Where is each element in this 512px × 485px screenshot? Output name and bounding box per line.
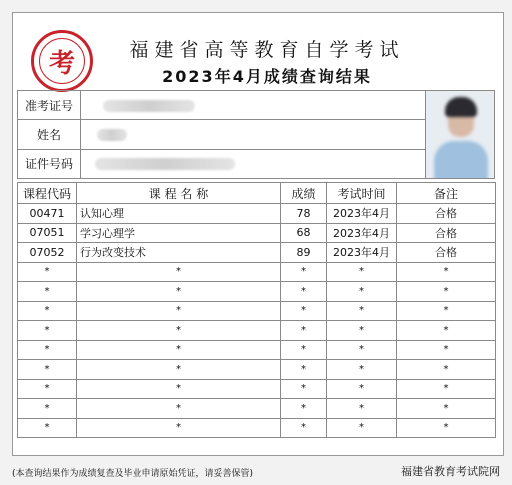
id-label: 证件号码 [18,149,81,178]
exam-time-cell: * [327,360,397,380]
exam-time-cell: * [327,379,397,399]
remark-cell: 合格 [397,223,496,243]
score-cell: * [281,282,327,302]
col-header-code: 课程代码 [18,183,77,204]
course-code-cell: * [18,399,77,419]
course-name-cell: * [77,321,281,341]
col-header-course-name: 课 程 名 称 [77,183,281,204]
score-cell: * [281,399,327,419]
footer-note: (本查询结果作为成绩复查及毕业申请原始凭证，请妥善保管) [12,469,254,479]
remark-cell: 合格 [397,204,496,224]
table-row [18,223,496,243]
score-cell: * [281,360,327,380]
score-cell: 68 [281,223,327,243]
remark-cell: * [397,418,496,438]
photo-cell [426,91,495,179]
course-name-cell: * [77,262,281,282]
course-name-cell: 行为改变技术 [77,243,281,263]
course-code-cell: * [18,301,77,321]
table-row [18,399,496,419]
remark-cell: * [397,282,496,302]
score-cell: 89 [281,243,327,263]
scores-table [17,182,496,438]
course-code-cell: * [18,379,77,399]
col-header-remark: 备注 [397,183,496,204]
score-cell: * [281,301,327,321]
score-cell: * [281,340,327,360]
seal-emblem-icon: 考 [39,38,85,84]
exam-time-cell: 2023年4月 [327,223,397,243]
course-code-cell: * [18,340,77,360]
table-row [18,321,496,341]
exam-time-cell: * [327,282,397,302]
course-code-cell: * [18,262,77,282]
course-name-cell: * [77,282,281,302]
course-name-cell: * [77,360,281,380]
remark-cell: * [397,340,496,360]
footer-issuer: 福建省教育考试院网 [401,465,500,478]
course-name-cell: * [77,399,281,419]
course-code-cell: 07051 [18,223,77,243]
page-title: 福建省高等教育自学考试 [129,39,405,61]
remark-cell: * [397,399,496,419]
page-subtitle: 2023年4月成绩查询结果 [162,67,372,86]
exam-time-cell: * [327,301,397,321]
course-name-cell: * [77,301,281,321]
score-cell: 78 [281,204,327,224]
candidate-no-label: 准考证号 [18,91,81,120]
table-row [18,301,496,321]
exam-time-cell: * [327,262,397,282]
candidate-no-value [81,91,426,120]
table-row [18,379,496,399]
table-row [18,418,496,438]
score-cell: * [281,379,327,399]
course-code-cell: * [18,360,77,380]
course-code-cell: * [18,418,77,438]
remark-cell: * [397,301,496,321]
name-label: 姓名 [18,120,81,149]
remark-cell: * [397,262,496,282]
course-name-cell: 学习心理学 [77,223,281,243]
exam-time-cell: * [327,418,397,438]
course-code-cell: * [18,321,77,341]
table-row [18,282,496,302]
scores-body [18,204,496,438]
remark-cell: * [397,379,496,399]
remark-cell: * [397,360,496,380]
table-row [18,262,496,282]
course-name-cell: * [77,340,281,360]
course-name-cell: * [77,418,281,438]
exam-time-cell: * [327,399,397,419]
candidate-info-table [17,90,495,179]
col-header-score: 成绩 [281,183,327,204]
id-value [81,149,426,178]
score-cell: * [281,262,327,282]
remark-cell: * [397,321,496,341]
table-row [18,204,496,224]
course-code-cell: 00471 [18,204,77,224]
score-cell: * [281,321,327,341]
course-name-cell: * [77,379,281,399]
table-row [18,360,496,380]
col-header-exam-time: 考试时间 [327,183,397,204]
score-cell: * [281,418,327,438]
course-code-cell: * [18,282,77,302]
exam-time-cell: 2023年4月 [327,204,397,224]
course-name-cell: 认知心理 [77,204,281,224]
exam-time-cell: * [327,321,397,341]
table-row [18,340,496,360]
course-code-cell: 07052 [18,243,77,263]
table-row [18,243,496,263]
candidate-photo [426,91,494,178]
name-value [81,120,426,149]
remark-cell: 合格 [397,243,496,263]
scores-header-row [18,183,496,204]
exam-time-cell: * [327,340,397,360]
exam-time-cell: 2023年4月 [327,243,397,263]
